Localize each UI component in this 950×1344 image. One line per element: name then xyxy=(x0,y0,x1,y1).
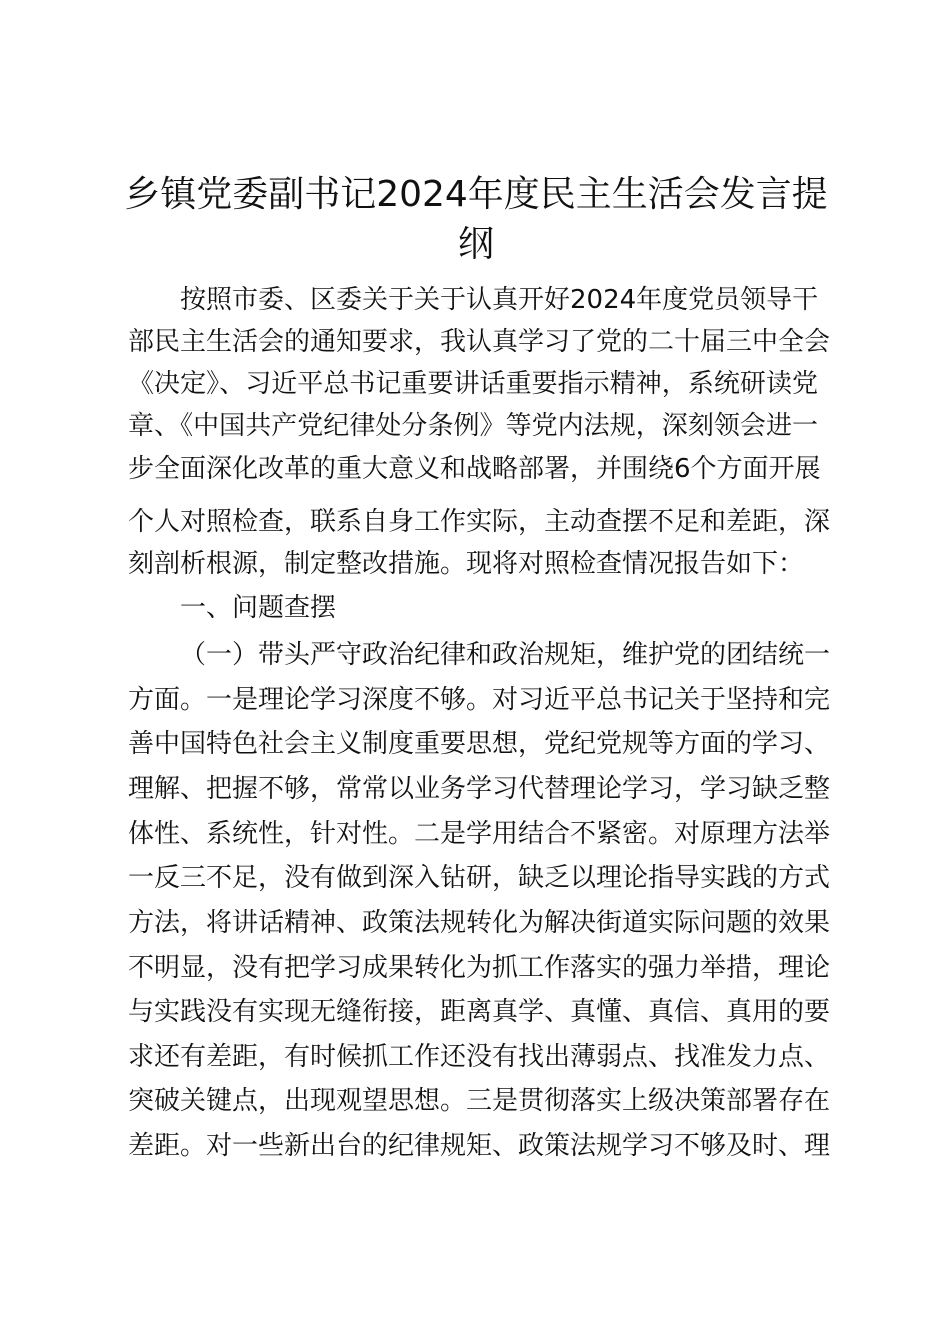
intro-line-6: 个人对照检查，联系自身工作实际，主动查摆不足和差距，深 xyxy=(128,507,831,537)
body-line-4: 理解、把握不够，常常以业务学习代替理论学习，学习缺乏整 xyxy=(128,774,831,804)
section-heading: 一、问题查摆 xyxy=(180,593,337,623)
intro-line-7: 刻剖析根源，制定整改措施。现将对照检查情况报告如下： xyxy=(128,549,805,579)
intro-line-4: 章、《中国共产党纪律处分条例》等党内法规，深刻领会进一 xyxy=(128,411,818,441)
body-line-1: （一）带头严守政治纪律和政治规矩，维护党的团结统一 xyxy=(180,640,831,670)
body-line-5: 体性、系统性，针对性。二是学用结合不紧密。对原理方法举 xyxy=(128,819,831,849)
body-line-2: 方面。一是理论学习深度不够。对习近平总书记关于坚持和完 xyxy=(128,685,831,715)
intro-line-5: 步全面深化改革的重大意义和战略部署，并围绕6个方面开展 xyxy=(128,454,821,484)
body-line-8: 不明显，没有把学习成果转化为抓工作落实的强力举措，理论 xyxy=(128,953,831,983)
intro-line-1: 按照市委、区委关于关于认真开好2024年度党员领导干 xyxy=(180,285,819,315)
document-title: 乡镇党委副书记2024年度民主生活会发言提纲 xyxy=(124,174,828,265)
intro-line-2: 部民主生活会的通知要求，我认真学习了党的二十届三中全会 xyxy=(128,327,831,357)
body-line-7: 方法，将讲话精神、政策法规转化为解决街道实际问题的效果 xyxy=(128,908,831,938)
body-line-6: 一反三不足，没有做到深入钻研，缺乏以理论指导实践的方式 xyxy=(128,863,831,893)
intro-line-3: 《决定》、习近平总书记重要讲话重要指示精神，系统研读党 xyxy=(128,369,818,399)
body-line-3: 善中国特色社会主义制度重要思想，党纪党规等方面的学习、 xyxy=(128,729,831,759)
body-line-12: 差距。对一些新出台的纪律规矩、政策法规学习不够及时、理 xyxy=(128,1131,831,1161)
body-line-9: 与实践没有实现无缝衔接，距离真学、真懂、真信、真用的要 xyxy=(128,997,831,1027)
body-line-11: 突破关键点，出现观望思想。三是贯彻落实上级决策部署存在 xyxy=(128,1086,831,1116)
body-line-10: 求还有差距，有时候抓工作还没有找出薄弱点、找准发力点、 xyxy=(128,1042,831,1072)
